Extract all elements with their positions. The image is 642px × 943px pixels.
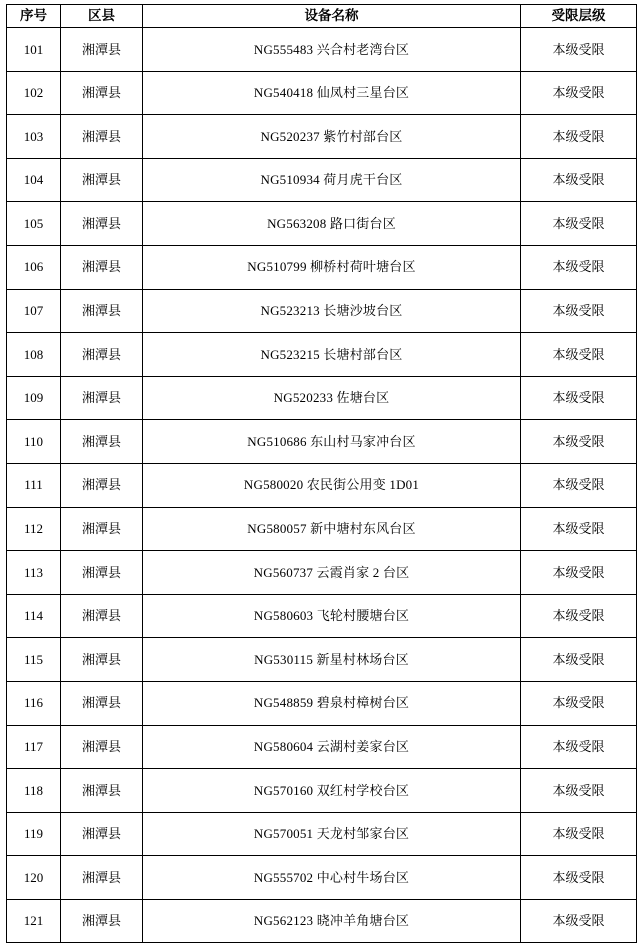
cell-district: 湘潭县 [61, 594, 143, 638]
cell-seq: 117 [7, 725, 61, 769]
cell-district: 湘潭县 [61, 725, 143, 769]
cell-level: 本级受限 [521, 725, 637, 769]
cell-device: NG520237 紫竹村部台区 [143, 115, 521, 159]
cell-seq: 106 [7, 245, 61, 289]
table-row [7, 71, 637, 115]
cell-seq: 105 [7, 202, 61, 246]
cell-level: 本级受限 [521, 812, 637, 856]
table-row [7, 638, 637, 682]
cell-seq: 113 [7, 551, 61, 595]
cell-device: NG510686 东山村马家冲台区 [143, 420, 521, 464]
cell-district: 湘潭县 [61, 333, 143, 377]
cell-seq: 108 [7, 333, 61, 377]
cell-district: 湘潭县 [61, 71, 143, 115]
cell-district: 湘潭县 [61, 681, 143, 725]
table-body [7, 28, 637, 943]
cell-device: NG555483 兴合村老湾台区 [143, 28, 521, 72]
cell-level: 本级受限 [521, 28, 637, 72]
cell-seq: 115 [7, 638, 61, 682]
cell-district: 湘潭县 [61, 376, 143, 420]
cell-district: 湘潭县 [61, 638, 143, 682]
cell-district: 湘潭县 [61, 202, 143, 246]
cell-seq: 104 [7, 158, 61, 202]
cell-device: NG580020 农民街公用变 1D01 [143, 463, 521, 507]
cell-level: 本级受限 [521, 420, 637, 464]
table-header-row [7, 5, 637, 28]
table-row [7, 420, 637, 464]
cell-district: 湘潭县 [61, 899, 143, 943]
cell-device: NG523215 长塘村部台区 [143, 333, 521, 377]
table-row [7, 202, 637, 246]
cell-device: NG570160 双红村学校台区 [143, 769, 521, 813]
table-header [7, 5, 637, 28]
cell-device: NG580604 云湖村姜家台区 [143, 725, 521, 769]
cell-seq: 119 [7, 812, 61, 856]
table-row [7, 899, 637, 943]
cell-level: 本级受限 [521, 769, 637, 813]
cell-device: NG555702 中心村牛场台区 [143, 856, 521, 900]
column-header-district: 区县 [61, 5, 143, 28]
cell-level: 本级受限 [521, 463, 637, 507]
cell-seq: 111 [7, 463, 61, 507]
table-row [7, 551, 637, 595]
cell-level: 本级受限 [521, 638, 637, 682]
cell-device: NG510934 荷月虎干台区 [143, 158, 521, 202]
cell-district: 湘潭县 [61, 812, 143, 856]
cell-district: 湘潭县 [61, 769, 143, 813]
cell-device: NG562123 晓冲羊角塘台区 [143, 899, 521, 943]
cell-level: 本级受限 [521, 202, 637, 246]
cell-seq: 120 [7, 856, 61, 900]
cell-level: 本级受限 [521, 551, 637, 595]
cell-district: 湘潭县 [61, 420, 143, 464]
cell-seq: 110 [7, 420, 61, 464]
cell-level: 本级受限 [521, 115, 637, 159]
cell-device: NG548859 碧泉村樟树台区 [143, 681, 521, 725]
column-header-level: 受限层级 [521, 5, 637, 28]
table-row [7, 856, 637, 900]
cell-seq: 103 [7, 115, 61, 159]
table-row [7, 812, 637, 856]
table-row [7, 769, 637, 813]
cell-seq: 116 [7, 681, 61, 725]
table-row [7, 289, 637, 333]
cell-level: 本级受限 [521, 333, 637, 377]
cell-device: NG580603 飞轮村腰塘台区 [143, 594, 521, 638]
cell-seq: 121 [7, 899, 61, 943]
cell-device: NG563208 路口街台区 [143, 202, 521, 246]
table-row [7, 463, 637, 507]
table-row [7, 725, 637, 769]
cell-device: NG580057 新中塘村东风台区 [143, 507, 521, 551]
cell-district: 湘潭县 [61, 463, 143, 507]
table-row [7, 115, 637, 159]
cell-seq: 109 [7, 376, 61, 420]
cell-level: 本级受限 [521, 507, 637, 551]
cell-level: 本级受限 [521, 856, 637, 900]
table-row [7, 594, 637, 638]
cell-district: 湘潭县 [61, 551, 143, 595]
cell-district: 湘潭县 [61, 28, 143, 72]
table-row [7, 158, 637, 202]
cell-level: 本级受限 [521, 71, 637, 115]
table-row [7, 507, 637, 551]
cell-device: NG510799 柳桥村荷叶塘台区 [143, 245, 521, 289]
table-row [7, 28, 637, 72]
cell-device: NG560737 云霞肖家 2 台区 [143, 551, 521, 595]
cell-district: 湘潭县 [61, 507, 143, 551]
table-row [7, 333, 637, 377]
cell-device: NG540418 仙凤村三星台区 [143, 71, 521, 115]
cell-district: 湘潭县 [61, 245, 143, 289]
cell-district: 湘潭县 [61, 158, 143, 202]
restricted-devices-table [6, 4, 637, 943]
cell-device: NG530115 新星村林场台区 [143, 638, 521, 682]
cell-device: NG570051 天龙村邹家台区 [143, 812, 521, 856]
cell-level: 本级受限 [521, 899, 637, 943]
cell-district: 湘潭县 [61, 115, 143, 159]
cell-level: 本级受限 [521, 681, 637, 725]
cell-district: 湘潭县 [61, 856, 143, 900]
table-row [7, 376, 637, 420]
cell-device: NG520233 佐塘台区 [143, 376, 521, 420]
cell-level: 本级受限 [521, 594, 637, 638]
cell-seq: 114 [7, 594, 61, 638]
cell-seq: 118 [7, 769, 61, 813]
cell-seq: 107 [7, 289, 61, 333]
column-header-seq: 序号 [7, 5, 61, 28]
cell-level: 本级受限 [521, 289, 637, 333]
column-header-device: 设备名称 [143, 5, 521, 28]
cell-seq: 112 [7, 507, 61, 551]
cell-district: 湘潭县 [61, 289, 143, 333]
table-row [7, 681, 637, 725]
cell-device: NG523213 长塘沙坡台区 [143, 289, 521, 333]
cell-seq: 102 [7, 71, 61, 115]
cell-level: 本级受限 [521, 245, 637, 289]
cell-level: 本级受限 [521, 158, 637, 202]
cell-seq: 101 [7, 28, 61, 72]
table-row [7, 245, 637, 289]
cell-level: 本级受限 [521, 376, 637, 420]
